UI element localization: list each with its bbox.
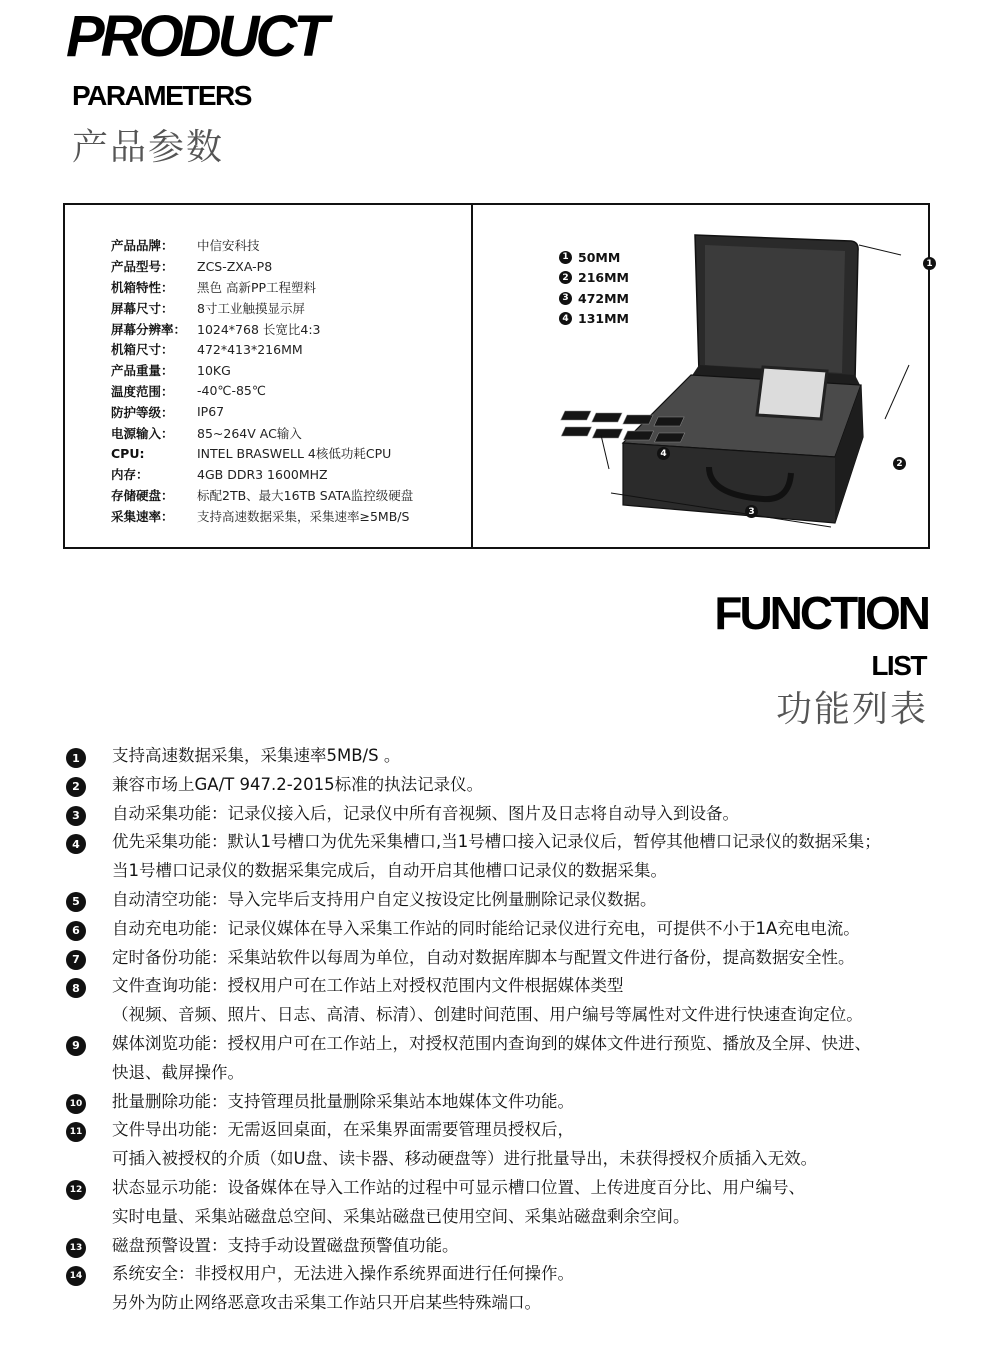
spec-row [111,256,461,277]
spec-value: 1024*768 长宽比4:3 [197,321,321,337]
function-item [66,1088,946,1117]
spec-row [111,443,461,464]
dim-line-2 [885,365,909,419]
function-number-badge: 10 [66,1094,86,1114]
function-text: 快退、截屏操作。 [112,1062,244,1082]
function-text: 状态显示功能：设备媒体在导入工作站的过程中可显示槽口位置、上传进度百分比、用户编号、 [112,1177,805,1197]
dimension-value: 472MM [578,290,629,306]
spec-row [111,339,461,360]
function-text: 系统安全：非授权用户，无法进入操作系统界面进行任何操作。 [112,1264,574,1284]
dimension-number-badge: 2 [559,271,572,284]
spec-value: INTEL BRASWELL 4核低功耗CPU [197,446,392,462]
spec-row [111,505,461,526]
spec-label: 存储硬盘： [111,487,174,503]
spec-row [111,360,461,381]
case-screen [757,367,827,419]
function-number-badge: 11 [66,1122,86,1142]
spec-label: 产品型号： [111,259,174,275]
spec-value: 85~264V AC输入 [197,425,302,441]
spec-value: 标配2TB、最大16TB SATA监控级硬盘 [197,487,414,503]
function-text: 磁盘预警设置：支持手动设置磁盘预警值功能。 [112,1235,459,1255]
spec-value: ZCS-ZXA-P8 [197,258,273,274]
spec-label: 温度范围： [111,383,174,399]
dimension-value: 216MM [578,270,629,286]
spec-value: 支持高速数据采集，采集速率≥5MB/S [197,508,410,524]
spec-label: 屏幕分辨率： [111,321,187,337]
function-text: 兼容市场上GA/T 947.2-2015标准的执法记录仪。 [112,774,484,794]
function-text: 实时电量、采集站磁盘总空间、采集站磁盘已使用空间、采集站磁盘剩余空间。 [112,1206,690,1226]
parameters-box [63,203,933,549]
function-item [66,1260,946,1318]
dim-line-1 [859,245,901,255]
case-lid-inner [705,245,845,373]
function-text: 媒体浏览功能：授权用户可在工作站上，对授权范围内查询到的媒体文件进行预览、播放及全屏、快进、 [112,1033,871,1053]
dimension-number-badge: 4 [559,312,572,325]
figure-marker-4: 4 [657,447,670,460]
function-text: 自动充电功能：记录仪媒体在导入采集工作站的同时能给记录仪进行充电，可提供不小于1A充电电流。 [112,918,860,938]
spec-row [111,485,461,506]
spec-row [111,297,461,318]
function-number-badge: 2 [66,777,86,797]
function-item [66,944,946,973]
function-number-badge: 13 [66,1238,86,1258]
dimension-number-badge: 3 [559,292,572,305]
function-item [66,742,946,771]
function-item [66,972,946,1030]
function-text: 文件查询功能：授权用户可在工作站上对授权范围内文件根据媒体类型 [112,976,624,996]
figure-marker-2: 2 [893,457,906,470]
device-illustration [473,205,933,547]
product-heading: PRODUCT [66,4,325,69]
spec-label: 产品品牌： [111,238,174,254]
spec-row [111,318,461,339]
spec-value: 10KG [197,362,231,378]
function-item [66,1174,946,1232]
spec-label: 屏幕尺寸： [111,300,174,316]
list-cn-heading: 功能列表 [775,689,928,730]
spec-label: 电源输入： [111,425,174,441]
function-item [66,1232,946,1261]
spec-label: 机箱尺寸： [111,342,174,358]
function-text: 另外为防止网络恶意攻击采集工作站只开启某些特殊端口。 [112,1293,541,1313]
function-number-badge: 9 [66,1036,86,1056]
spec-row [111,401,461,422]
spec-label: 内存： [111,467,149,483]
function-number-badge: 7 [66,950,86,970]
spec-value: 8寸工业触摸显示屏 [197,300,305,316]
function-text: 定时备份功能：采集站软件以每周为单位，自动对数据库脚本与配置文件进行备份，提高数据安全性。 [112,947,855,967]
function-text: 文件导出功能：无需返回桌面，在采集界面需要管理员授权后， [112,1120,574,1140]
dimension-value: 131MM [578,311,629,327]
function-number-badge: 14 [66,1266,86,1286]
dim-line-4 [601,435,609,469]
function-text: 自动采集功能：记录仪接入后，记录仪中所有音视频、图片及日志将自动导入到设备。 [112,803,739,823]
function-number-badge: 3 [66,806,86,826]
function-text: 当1号槽口记录仪的数据采集完成后，自动开启其他槽口记录仪的数据采集。 [112,861,667,881]
spec-label: 采集速率： [111,508,174,524]
function-text: 可插入被授权的介质（如U盘、读卡器、移动硬盘等）进行批量导出，未获得授权介质插入无效。 [112,1149,818,1169]
spec-row [111,422,461,443]
figure-marker-1: 1 [923,257,936,270]
parameters-heading: PARAMETERS [72,80,251,111]
spec-value: 472*413*216MM [197,341,303,357]
function-item [66,771,946,800]
function-number-badge: 1 [66,748,86,768]
spec-label: CPU: [111,445,145,461]
function-text: 批量删除功能：支持管理员批量删除采集站本地媒体文件功能。 [112,1091,574,1111]
spec-label: 机箱特性： [111,279,174,295]
function-number-badge: 4 [66,834,86,854]
function-text: 优先采集功能：默认1号槽口为优先采集槽口,当1号槽口接入记录仪后，暂停其他槽口记录仪的数据采集； [112,832,881,852]
spec-label: 产品重量： [111,363,174,379]
function-text: 自动清空功能：导入完毕后支持用户自定义按设定比例量删除记录仪数据。 [112,889,657,909]
function-list [66,742,946,1318]
function-item [66,828,946,886]
dimension-value: 50MM [578,249,621,265]
function-heading: FUNCTION [714,587,928,639]
params-cn-heading: 产品参数 [72,127,225,168]
spec-value: 黑色 高新PP工程塑料 [197,279,317,295]
function-item [66,886,946,915]
spec-row [111,277,461,298]
figure-marker-3: 3 [745,505,758,518]
spec-list [111,235,461,526]
function-number-badge: 5 [66,892,86,912]
spec-value: 4GB DDR3 1600MHZ [197,466,328,482]
function-number-badge: 8 [66,978,86,998]
function-item [66,1030,946,1088]
device-case-drawing [473,205,930,547]
function-item [66,800,946,829]
spec-value: 中信安科技 [197,238,260,254]
function-number-badge: 6 [66,921,86,941]
spec-value: IP67 [197,404,225,420]
dimension-number-badge: 1 [559,251,572,264]
function-text: （视频、音频、照片、日志、高清、标清）、创建时间范围、用户编号等属性对文件进行快速查询定位。 [112,1005,863,1025]
spec-row [111,464,461,485]
spec-value: -40℃-85℃ [197,383,266,399]
spec-row [111,235,461,256]
function-item [66,915,946,944]
list-heading: LIST [871,650,926,681]
spec-row [111,381,461,402]
function-item [66,1116,946,1174]
function-text: 支持高速数据采集，采集速率5MB/S 。 [112,746,401,765]
function-number-badge: 12 [66,1180,86,1200]
spec-label: 防护等级： [111,404,174,420]
